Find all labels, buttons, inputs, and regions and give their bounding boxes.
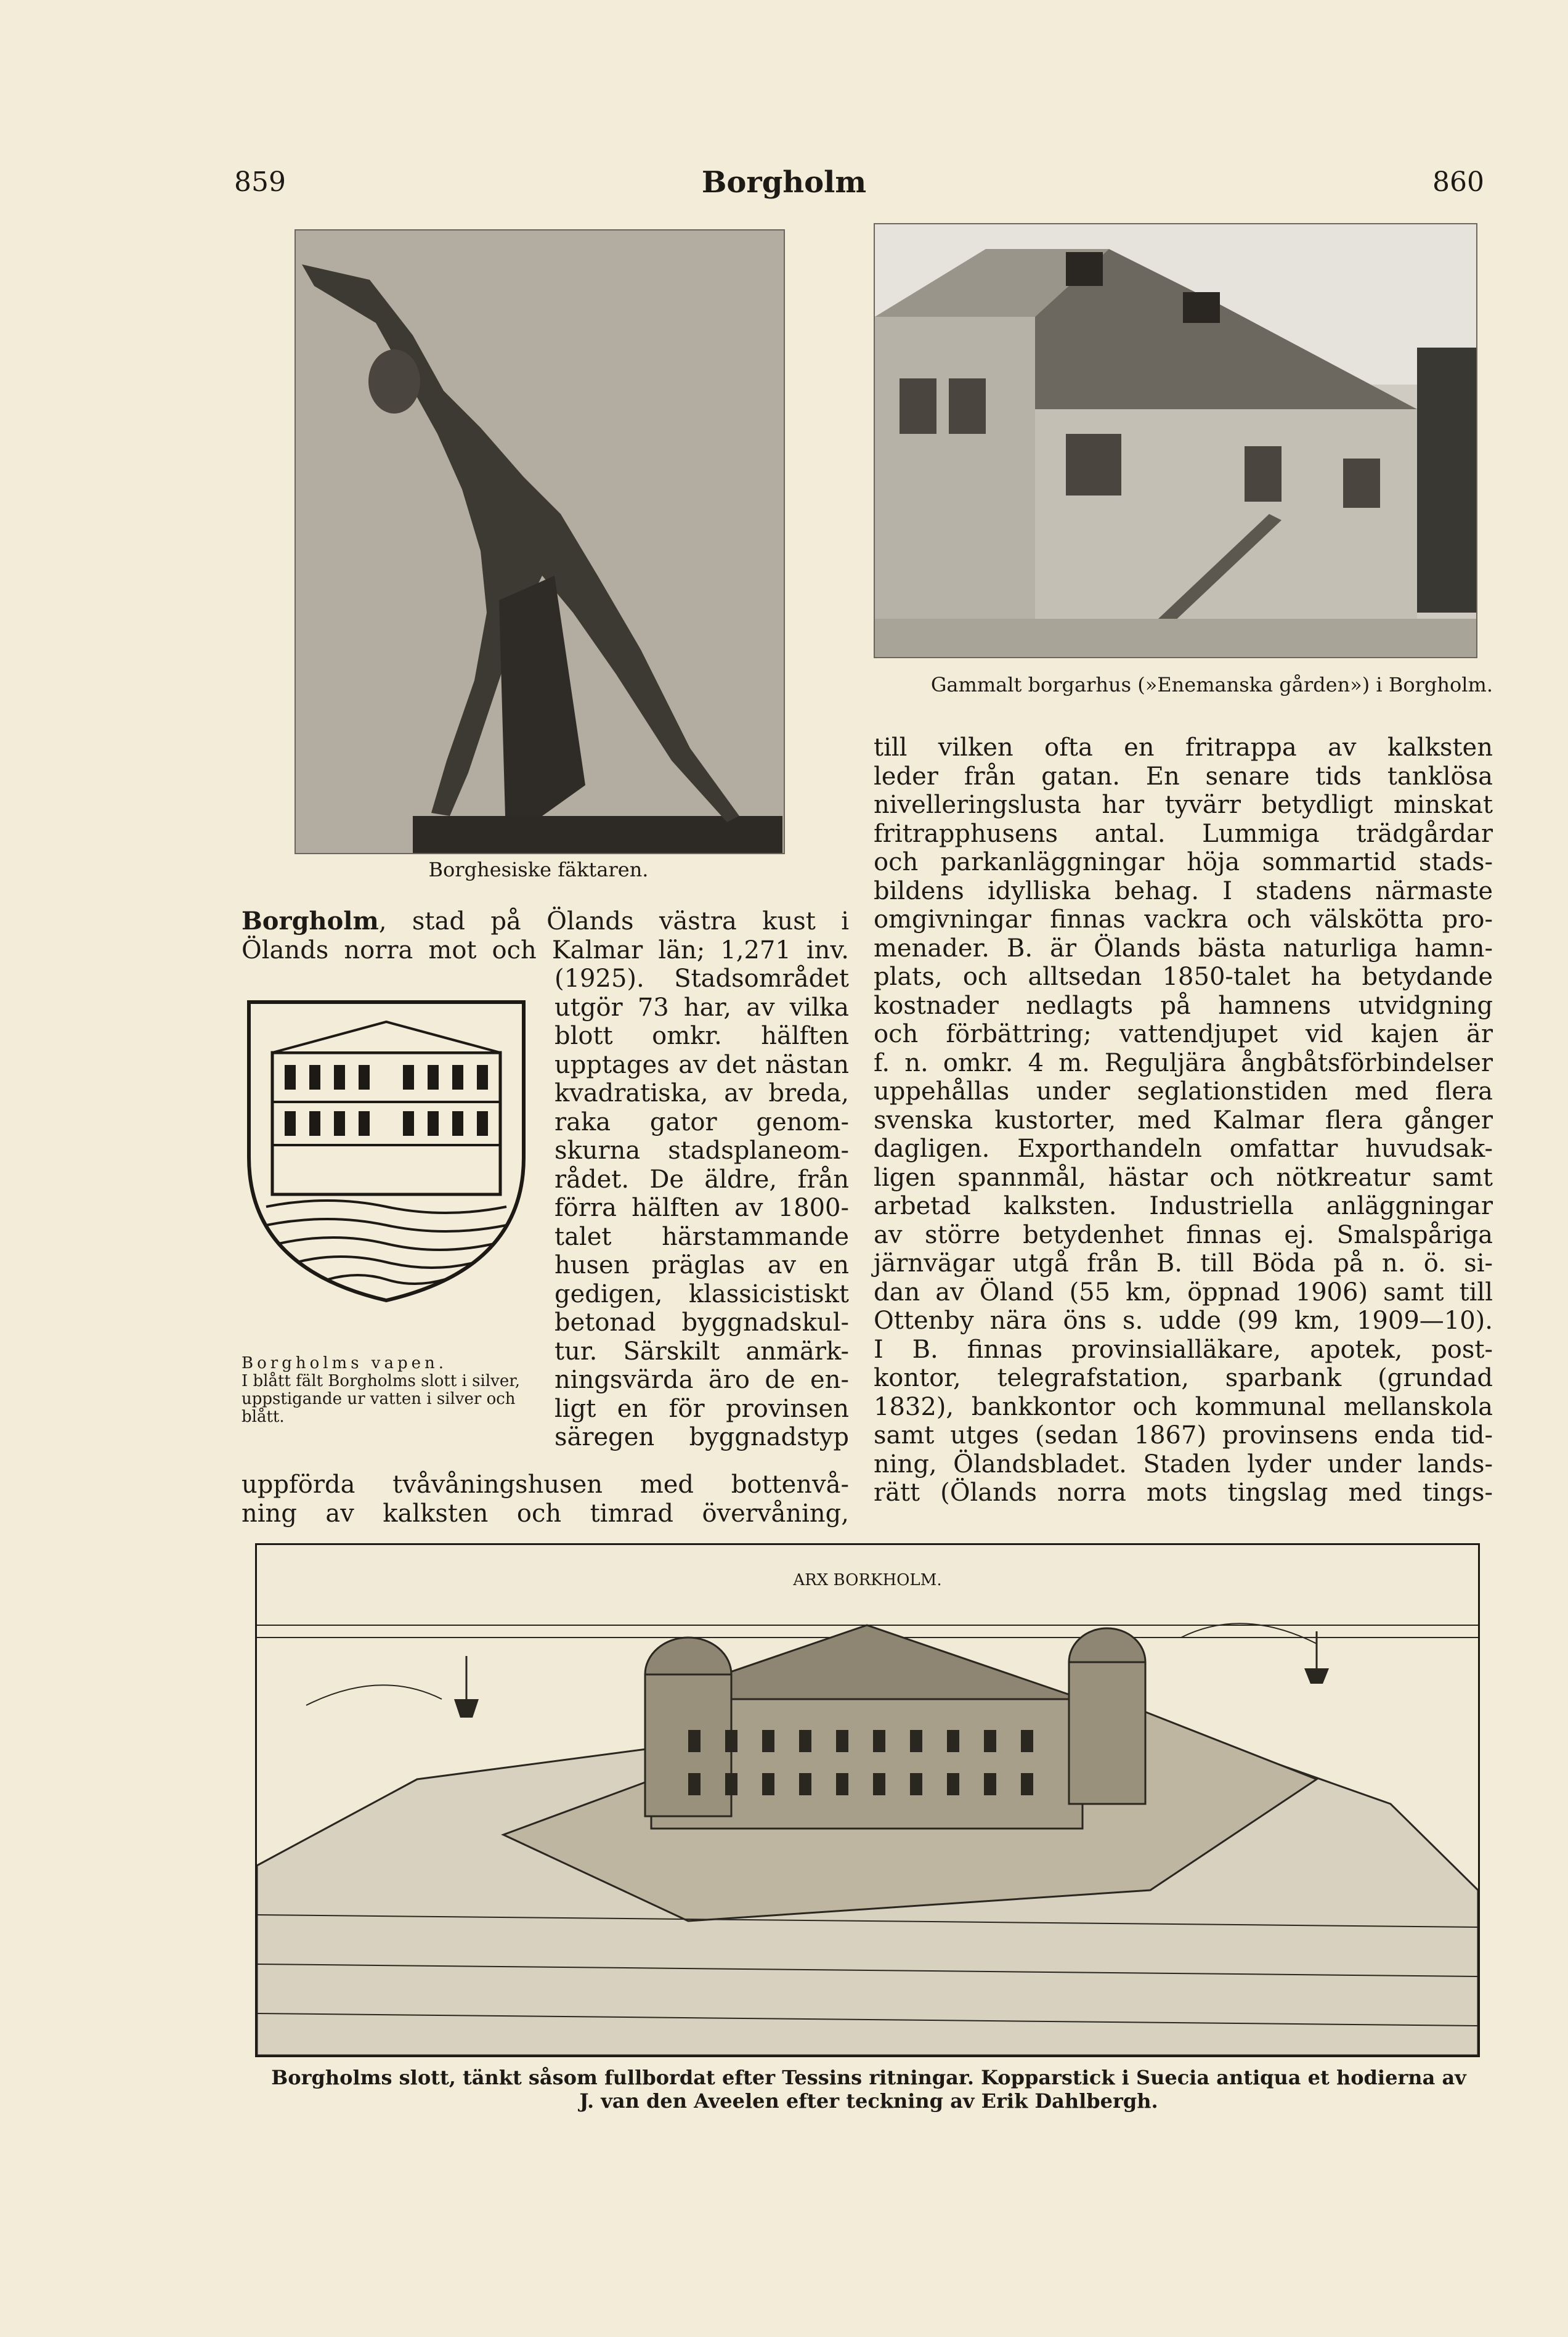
text-line: kostnader nedlagts på hamnens utvidgning	[874, 991, 1493, 1020]
arms-caption-title: Borgholms vapen.	[242, 1354, 448, 1372]
text-line: uppehållas under seglationstiden med flera	[874, 1077, 1493, 1106]
intro-line-2: Ölands norra mot och Kalmar län; 1,271 inv.	[242, 936, 849, 965]
castle-shield-icon	[242, 997, 531, 1304]
article-left-bottom	[242, 1470, 849, 1528]
text-line: ningsvärda äro de en-	[554, 1366, 849, 1394]
text-line: fritrapphusens antal. Lummiga trädgårdar	[874, 819, 1493, 848]
article-narrow-column	[554, 965, 849, 1452]
text-line: ligen spannmål, hästar och nötkreatur samt	[874, 1163, 1493, 1192]
article-right-column	[874, 733, 1493, 1507]
text-line: ning, Ölandsbladet. Staden lyder under lands-	[874, 1450, 1493, 1478]
coat-of-arms	[242, 997, 531, 1304]
text-line: järnvägar utgå från B. till Böda på n. ö. si-	[874, 1249, 1493, 1278]
text-line: nivelleringslusta har tyvärr betydligt minskat	[874, 791, 1493, 819]
statue-caption: Borghesiske fäktaren.	[428, 858, 649, 881]
intro-line-1-text: stad på Ölands västra kust i	[412, 907, 849, 936]
text-line: tur. Särskilt anmärk-	[554, 1337, 849, 1366]
headword: Borgholm	[242, 907, 379, 936]
text-line: kontor, telegrafstation, sparbank (grundad	[874, 1364, 1493, 1392]
text-line: förra hälften av 1800-	[554, 1194, 849, 1222]
house-caption: Gammalt borgarhus (»Enemanska gården») i Borgholm.	[930, 673, 1493, 696]
engraving-caption-line-1: Borgholms slott, tänkt såsom fullbordat efter Tessins ritningar. Kopparstick i Suecia antiqua et hodierna av	[271, 2066, 1466, 2089]
text-line: svenska kustorter, med Kalmar flera gånger	[874, 1106, 1493, 1135]
article-left-intro	[242, 907, 849, 965]
text-line: talet härstammande	[554, 1222, 849, 1251]
text-line: 1832), bankkontor och kommunal mellanskola	[874, 1392, 1493, 1421]
text-line: omgivningar finnas vackra och välskötta pro-	[874, 905, 1493, 934]
statue-photo	[295, 229, 785, 854]
text-line: leder från gatan. En senare tids tanklösa	[874, 762, 1493, 791]
text-line: utgör 73 har, av vilka	[554, 993, 849, 1022]
text-line: ligt en för provinsen	[554, 1394, 849, 1423]
text-line: uppförda tvåvåningshusen med bottenvå-	[242, 1470, 849, 1499]
text-line: till vilken ofta en fritrappa av kalksten	[874, 733, 1493, 762]
text-line: plats, och alltsedan 1850-talet ha betydande	[874, 963, 1493, 991]
text-line: och förbättring; vattendjupet vid kajen är	[874, 1020, 1493, 1048]
text-line: husen präglas av en	[554, 1251, 849, 1279]
text-line: och parkanläggningar höja sommartid stads-	[874, 848, 1493, 876]
text-line: arbetad kalksten. Industriella anläggningar	[874, 1192, 1493, 1220]
text-line: dagligen. Exporthandeln omfattar huvudsak-	[874, 1135, 1493, 1163]
text-line: säregen byggnadstyp	[554, 1423, 849, 1451]
castle-engraving	[255, 1543, 1480, 2057]
text-line: Ottenby nära öns s. udde (99 km, 1909—10).	[874, 1307, 1493, 1335]
engraving-caption-line-2: J. van den Aveelen efter teckning av Erik Dahlbergh.	[579, 2089, 1158, 2113]
arms-caption	[242, 1355, 531, 1426]
text-line: I B. finnas provinsialläkare, apotek, post-	[874, 1335, 1493, 1364]
page-number-right: 860	[1432, 166, 1484, 198]
text-line: f. n. omkr. 4 m. Reguljära ångbåtsförbindelser	[874, 1048, 1493, 1077]
text-line: samt utges (sedan 1867) provinsens enda tid-	[874, 1421, 1493, 1450]
page-number-left: 859	[234, 166, 286, 198]
running-head-title: Borgholm	[701, 165, 867, 200]
text-line: rätt (Ölands norra mots tingslag med tings-	[874, 1478, 1493, 1507]
text-line: ning av kalksten och timrad övervåning,	[242, 1499, 849, 1528]
engraving-title: ARX BORKHOLM.	[793, 1571, 942, 1589]
text-line: skurna stadsplaneom-	[554, 1136, 849, 1165]
text-line: dan av Öland (55 km, öppnad 1906) samt till	[874, 1278, 1493, 1307]
text-line: upptages av det nästan	[554, 1050, 849, 1079]
text-line: bildens idylliska behag. I stadens närmaste	[874, 876, 1493, 905]
text-line: gedigen, klassicistiskt	[554, 1279, 849, 1308]
text-line: blott omkr. hälften	[554, 1022, 849, 1050]
statue-figure-icon	[296, 230, 784, 853]
text-line: betonad byggnadskul-	[554, 1308, 849, 1337]
text-line: menader. B. är Ölands bästa naturliga hamn-	[874, 934, 1493, 963]
engraving-caption	[246, 2066, 1491, 2113]
castle-fortress-icon	[257, 1545, 1478, 2055]
house-photo	[874, 223, 1477, 658]
intro-line-1: Borgholm, stad på Ölands västra kust i	[242, 907, 849, 936]
text-line: kvadratiska, av breda,	[554, 1079, 849, 1107]
text-line: av större betydenhet finnas ej. Smalspåriga	[874, 1220, 1493, 1249]
house-picture-icon	[875, 224, 1476, 657]
text-line: raka gator genom-	[554, 1107, 849, 1136]
arms-caption-body: I blått fält Borgholms slott i silver, uppstigande ur vatten i silver och blått.	[242, 1372, 521, 1426]
text-line: (1925). Stadsområdet	[554, 965, 849, 993]
text-line: rådet. De äldre, från	[554, 1165, 849, 1194]
